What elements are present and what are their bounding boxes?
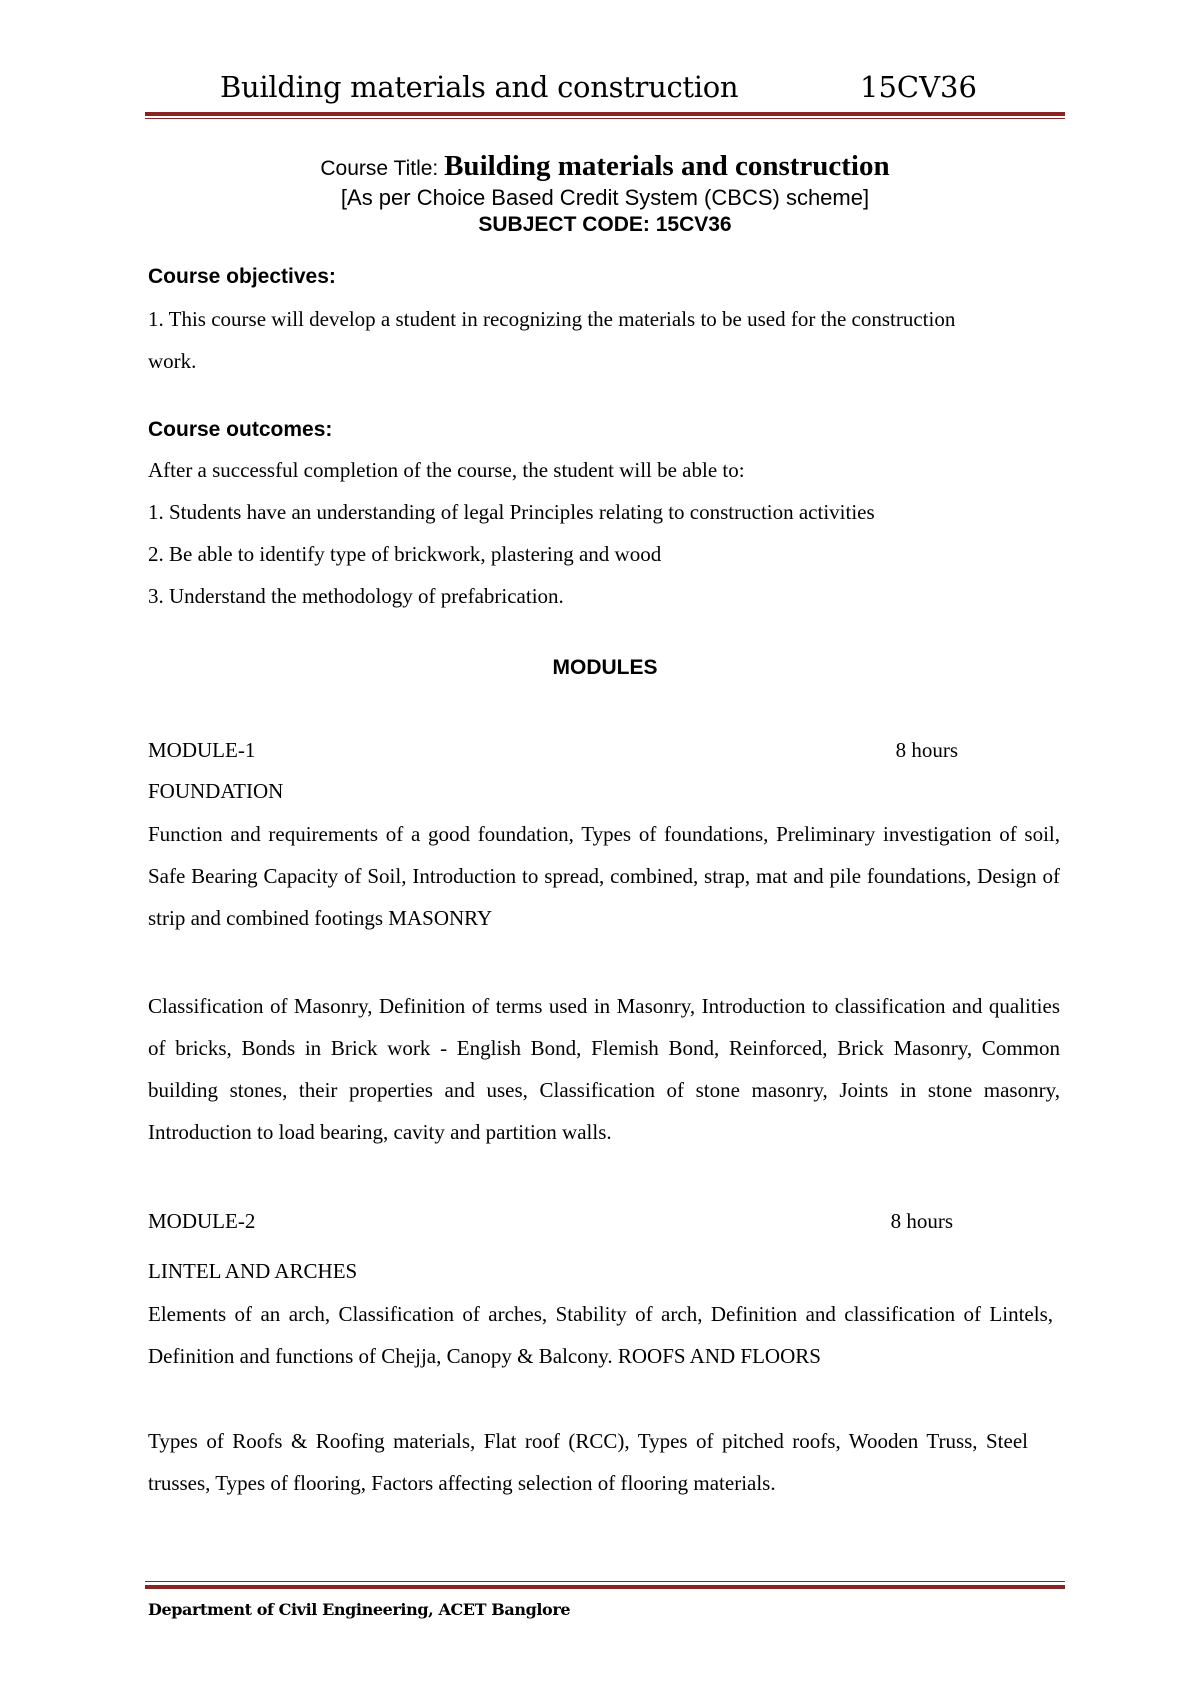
module-1-topic: FOUNDATION <box>148 779 284 803</box>
outcome-item: 2. Be able to identify type of brickwork, plastering and wood <box>148 542 662 566</box>
objectives-heading: Course objectives: <box>148 265 336 288</box>
module-2-topic: LINTEL AND ARCHES <box>148 1259 358 1283</box>
header-title: Building materials and construction <box>220 70 739 104</box>
header-code: 15CV36 <box>860 70 977 104</box>
footer-rule-thin <box>145 1581 1065 1582</box>
course-title-line <box>145 150 1065 183</box>
page-header <box>145 70 1065 110</box>
module-2-header <box>148 1209 953 1234</box>
header-rule-thin <box>145 118 1065 119</box>
subject-code: SUBJECT CODE: 15CV36 <box>478 213 732 236</box>
outcome-item: 1. Students have an understanding of legal Principles relating to construction activities <box>148 500 875 524</box>
footer-text: Department of Civil Engineering, ACET Banglore <box>148 1600 571 1619</box>
course-title: Building materials and construction <box>444 150 890 182</box>
outcomes-list <box>148 449 1060 617</box>
header-rule-thick <box>145 112 1065 116</box>
module-1-para1: Function and requirements of a good foundation, Types of foundations, Preliminary investigation of soil, Safe Bearing Capacity of Soil, Introduction to spread, combined, strap, mat and pile foundations, Design of strip and combined footings MASONRY <box>148 822 1060 930</box>
scheme-line: [As per Choice Based Credit System (CBCS) scheme] <box>340 185 870 210</box>
module-1-header <box>148 738 958 763</box>
footer-rule-thick <box>145 1585 1065 1589</box>
module-2-para2: Types of Roofs & Roofing materials, Flat roof (RCC), Types of pitched roofs, Wooden Truss, Steel trusses, Types of flooring, Factors affecting selection of flooring materials. <box>148 1429 1028 1495</box>
module-label: MODULE-2 <box>148 1209 256 1233</box>
module-label: MODULE-1 <box>148 738 256 762</box>
outcomes-intro: After a successful completion of the course, the student will be able to: <box>148 458 745 482</box>
module-hours: 8 hours <box>895 738 958 762</box>
course-title-label: Course Title: <box>320 157 445 180</box>
outcome-item: 3. Understand the methodology of prefabrication. <box>148 584 564 608</box>
objective-item: 1. This course will develop a student in recognizing the materials to be used for the construction work. <box>148 307 956 373</box>
outcomes-heading: Course outcomes: <box>148 418 333 441</box>
module-hours: 8 hours <box>890 1209 953 1233</box>
module-2-para1: Elements of an arch, Classification of arches, Stability of arch, Definition and classification of Lintels, Definition and functions of Chejja, Canopy & Balcony. ROOFS AND FLOORS <box>148 1302 1053 1368</box>
module-1-para2: Classification of Masonry, Definition of terms used in Masonry, Introduction to classification and qualities of bricks, Bonds in Brick work - English Bond, Flemish Bond, Reinforced, Brick Masonry, Common building stones, their properties and uses, Classification of stone masonry, Joints in stone masonry, Introduction to load bearing, cavity and partition walls. <box>148 994 1060 1144</box>
modules-heading: MODULES <box>552 656 658 679</box>
